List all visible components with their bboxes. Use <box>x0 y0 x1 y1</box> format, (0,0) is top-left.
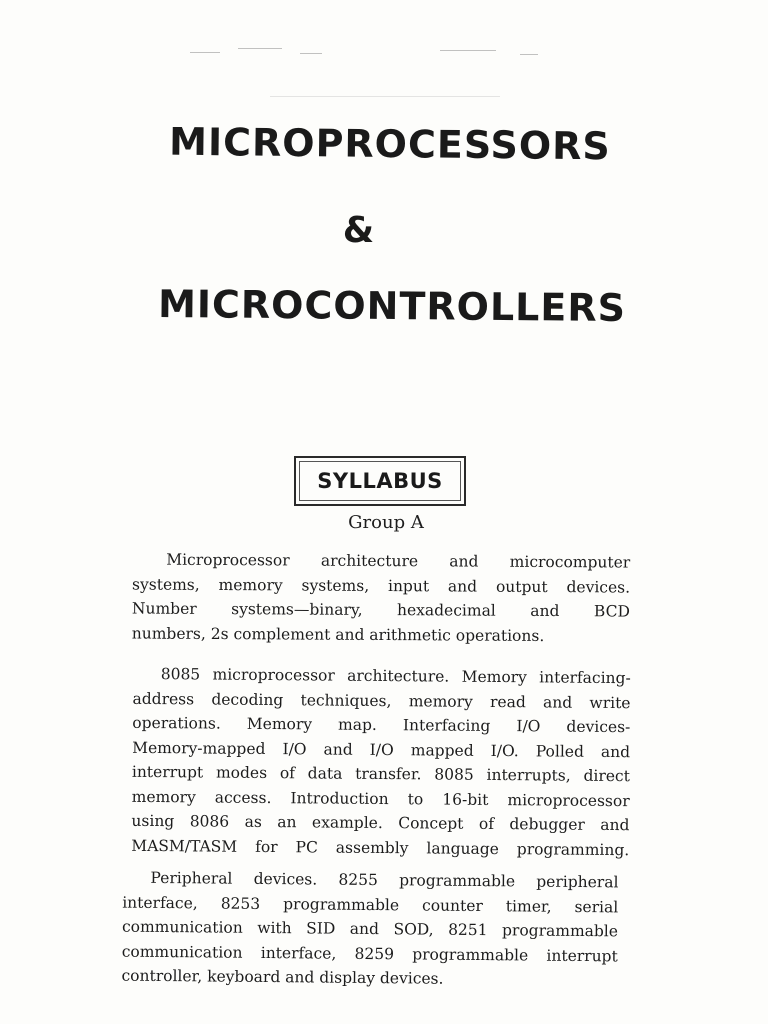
scan-artifact <box>440 50 496 51</box>
book-title-ampersand: & <box>342 210 376 251</box>
syllabus-paragraph-1 <box>132 547 631 648</box>
paragraph-line: using 8086 as an example. Concept of debugger and <box>131 811 630 835</box>
scan-artifact <box>190 52 220 53</box>
paragraph-line: 8085 microprocessor architecture. Memory interfacing- <box>160 665 631 688</box>
syllabus-heading-box <box>294 456 466 506</box>
paragraph-line: Microprocessor architecture and microcomputer <box>166 550 631 572</box>
paragraph-line: interrupt modes of data transfer. 8085 interrupts, direct <box>131 762 630 786</box>
paragraph-line: address decoding techniques, memory read and write <box>132 689 631 712</box>
syllabus-paragraph-3 <box>121 866 618 993</box>
paragraph-line: systems, memory systems, input and output devices. <box>132 574 631 597</box>
paragraph-line: interface, 8253 programmable counter timer, serial <box>122 893 619 916</box>
scan-artifact <box>270 96 500 97</box>
book-title-line-1: MICROPROCESSORS <box>168 119 612 169</box>
scan-artifact <box>520 54 538 55</box>
paragraph-line: controller, keyboard and display devices. <box>121 966 444 988</box>
paragraph-line: Memory-mapped I/O and I/O mapped I/O. Polled and <box>132 738 631 761</box>
scan-artifact <box>238 48 282 49</box>
scan-artifact <box>300 53 322 54</box>
syllabus-paragraph-2 <box>131 662 631 862</box>
paragraph-line: Number systems—binary, hexadecimal and BCD <box>131 599 630 621</box>
paragraph-line: operations. Memory map. Interfacing I/O devices- <box>132 713 631 737</box>
book-title-line-2: MICROCONTROLLERS <box>157 281 627 331</box>
paragraph-line: communication interface, 8259 programmable interrupt <box>121 942 618 965</box>
paragraph-line: communication with SID and SOD, 8251 programmable <box>121 917 619 941</box>
paragraph-line: Peripheral devices. 8255 programmable peripheral <box>150 868 619 892</box>
syllabus-heading: SYLLABUS <box>299 461 461 501</box>
paragraph-line: numbers, 2s complement and arithmetic operations. <box>131 623 545 645</box>
group-label: Group A <box>348 512 424 533</box>
paragraph-line: memory access. Introduction to 16-bit microprocessor <box>131 787 630 810</box>
paragraph-line: MASM/TASM for PC assembly language programming. <box>131 836 630 859</box>
